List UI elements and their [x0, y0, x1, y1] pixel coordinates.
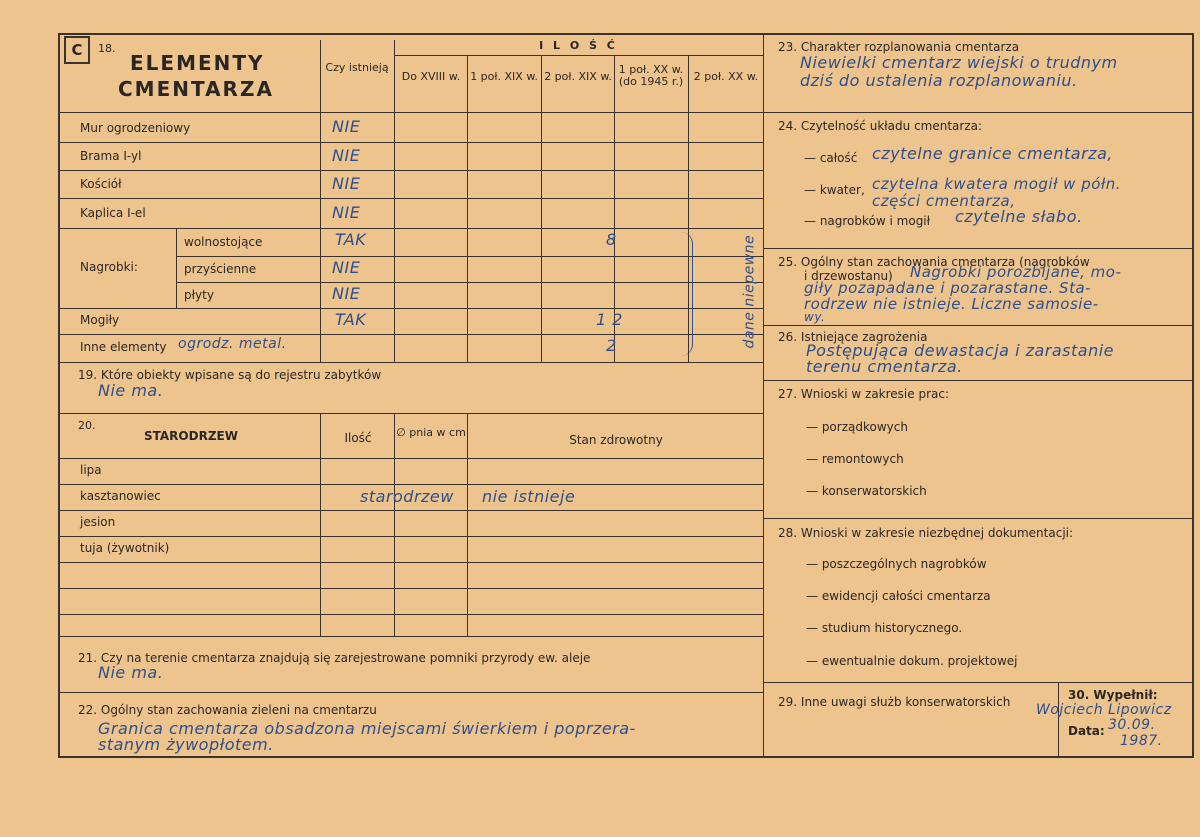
- s27-item-konserwatorskich: — konserwatorskich: [806, 484, 927, 498]
- answer-inne-description: ogrodz. metal.: [178, 336, 287, 352]
- s19-answer: Nie ma.: [98, 381, 164, 400]
- exists-column-header: Czy istnieją: [325, 61, 389, 74]
- brace-mark: [680, 232, 693, 356]
- s28-item-projektowej: — ewentualnie dokum. projektowej: [806, 654, 1018, 668]
- answer-mur: NIE: [332, 117, 361, 136]
- row-label-przyscienne: przyścienne: [184, 262, 257, 276]
- s22-answer-line2: stanym żywopłotem.: [98, 735, 274, 754]
- health-status-header: Stan zdrowotny: [569, 433, 663, 447]
- tree-count-header: Ilość: [344, 431, 372, 445]
- s28-item-ewidencji: — ewidencji całości cmentarza: [806, 589, 991, 603]
- s28-item-nagrobkow: — poszczególnych nagrobków: [806, 557, 987, 571]
- s25-answer-line3: rodrzew nie istnieje. Liczne samosie-: [804, 295, 1099, 313]
- row-label-nagrobki: Nagrobki:: [80, 260, 138, 274]
- s30-date-line2: 1987.: [1120, 733, 1163, 749]
- answer-mogily: TAK: [335, 310, 367, 329]
- trunk-diameter-header: ∅ pnia w cm: [396, 426, 466, 439]
- s30-date-label: Data:: [1068, 724, 1105, 738]
- s20-number: 20.: [78, 419, 96, 432]
- s25-answer-line1: Nagrobki porozbijane, mo-: [910, 263, 1122, 281]
- answer-przyscienne: NIE: [332, 258, 361, 277]
- s18-title-line1: ELEMENTY: [130, 51, 265, 75]
- tree-jesion: jesion: [80, 515, 116, 529]
- row-label-plyty: płyty: [184, 288, 214, 302]
- s20-answer-nie-istnieje: nie istnieje: [482, 487, 576, 506]
- s22-answer-line1: Granica cmentarza obsadzona miejscami świerkiem i poprzera-: [98, 719, 636, 738]
- s26-label: 26. Istniejące zagrożenia: [778, 330, 928, 344]
- row-label-brama: Brama I-yl: [80, 149, 142, 163]
- tree-kasztanowiec: kasztanowiec: [80, 489, 161, 503]
- s25-answer-line4: wy.: [804, 310, 826, 324]
- section-letter: C: [64, 36, 90, 64]
- divider: [763, 33, 764, 758]
- s29-label: 29. Inne uwagi służb konserwatorskich: [778, 695, 1011, 709]
- s21-label: 21. Czy na terenie cmentarza znajdują się zarejestrowane pomniki przyrody ew. aleje: [78, 651, 591, 665]
- row-label-kosciol: Kościół: [80, 177, 122, 191]
- s22-label: 22. Ogólny stan zachowania zieleni na cmentarzu: [78, 703, 377, 717]
- s25-answer-line2: giły pozapadane i pozarastane. Sta-: [804, 279, 1092, 297]
- answer-kosciol: NIE: [332, 174, 361, 193]
- period-header-2: 2 poł. XIX w.: [544, 70, 612, 83]
- s19-label: 19. Które obiekty wpisane są do rejestru zabytków: [78, 368, 382, 382]
- row-label-inne: Inne elementy: [80, 340, 167, 354]
- s28-label: 28. Wnioski w zakresie niezbędnej dokumentacji:: [778, 526, 1074, 540]
- s30-name: Wojciech Lipowicz: [1036, 702, 1172, 718]
- answer-kaplica: NIE: [332, 203, 361, 222]
- s18-number: 18.: [98, 42, 116, 55]
- s23-label: 23. Charakter rozplanowania cmentarza: [778, 40, 1020, 54]
- row-label-mogily: Mogiły: [80, 313, 120, 327]
- count-wolnostojace: 8: [606, 230, 617, 249]
- s30-date-line1: 30.09.: [1108, 717, 1156, 733]
- s18-title-line2: CMENTARZA: [118, 77, 274, 101]
- row-label-mur: Mur ogrodzeniowy: [80, 121, 191, 135]
- answer-plyty: NIE: [332, 284, 361, 303]
- row-label-kaplica: Kaplica I-el: [80, 206, 146, 220]
- s25-label-line2: i drzewostanu): [804, 269, 893, 283]
- quantity-header: I L O Ś Ć: [539, 39, 618, 52]
- count-mogily: 1 2: [596, 310, 623, 329]
- s27-item-remontowych: — remontowych: [806, 452, 904, 466]
- s24-nagrobkow-answer: czytelne słabo.: [955, 207, 1083, 226]
- tree-tuja: tuja (żywotnik): [80, 541, 170, 555]
- period-header-4: 2 poł. XX w.: [693, 70, 759, 83]
- period-header-1: 1 poł. XIX w.: [470, 70, 538, 83]
- tree-lipa: lipa: [80, 463, 102, 477]
- s26-answer-line2: terenu cmentarza.: [806, 357, 963, 376]
- answer-brama: NIE: [332, 146, 361, 165]
- s28-item-studium: — studium historycznego.: [806, 621, 963, 635]
- s20-answer-starodrzew: starodrzew: [360, 487, 454, 506]
- s24-kwater-answer-line2: części cmentarza,: [872, 192, 1016, 210]
- s20-title: STARODRZEW: [144, 429, 238, 443]
- s23-answer-line2: dziś do ustalenia rozplanowaniu.: [800, 71, 1078, 90]
- s24-kwater-answer-line1: czytelna kwatera mogił w półn.: [872, 175, 1121, 193]
- s24-label: 24. Czytelność układu cmentarza:: [778, 119, 983, 133]
- s30-label: 30. Wypełnił:: [1068, 688, 1158, 702]
- row-label-wolnostojace: wolnostojące: [184, 235, 263, 249]
- period-header-3: 1 poł. XX w. (do 1945 r.): [618, 63, 684, 89]
- s26-answer-line1: Postępująca dewastacja i zarastanie: [806, 341, 1115, 360]
- s24-kwater-label: — kwater,: [804, 183, 865, 197]
- count-inne: 2: [606, 336, 617, 355]
- s27-item-porzadkowych: — porządkowych: [806, 420, 908, 434]
- s27-label: 27. Wnioski w zakresie prac:: [778, 387, 950, 401]
- s24-calosc-label: — całość: [804, 151, 858, 165]
- s24-calosc-answer: czytelne granice cmentarza,: [872, 144, 1113, 163]
- s21-answer: Nie ma.: [98, 663, 164, 682]
- s24-nagrobkow-label: — nagrobków i mogił: [804, 214, 931, 228]
- period-header-0: Do XVIII w.: [401, 70, 461, 83]
- s25-label-line1: 25. Ogólny stan zachowania cmentarza (nagrobków: [778, 255, 1090, 269]
- uncertain-data-note: dane niepewne: [741, 234, 758, 349]
- answer-wolnostojace: TAK: [335, 230, 367, 249]
- s23-answer-line1: Niewielki cmentarz wiejski o trudnym: [800, 53, 1118, 72]
